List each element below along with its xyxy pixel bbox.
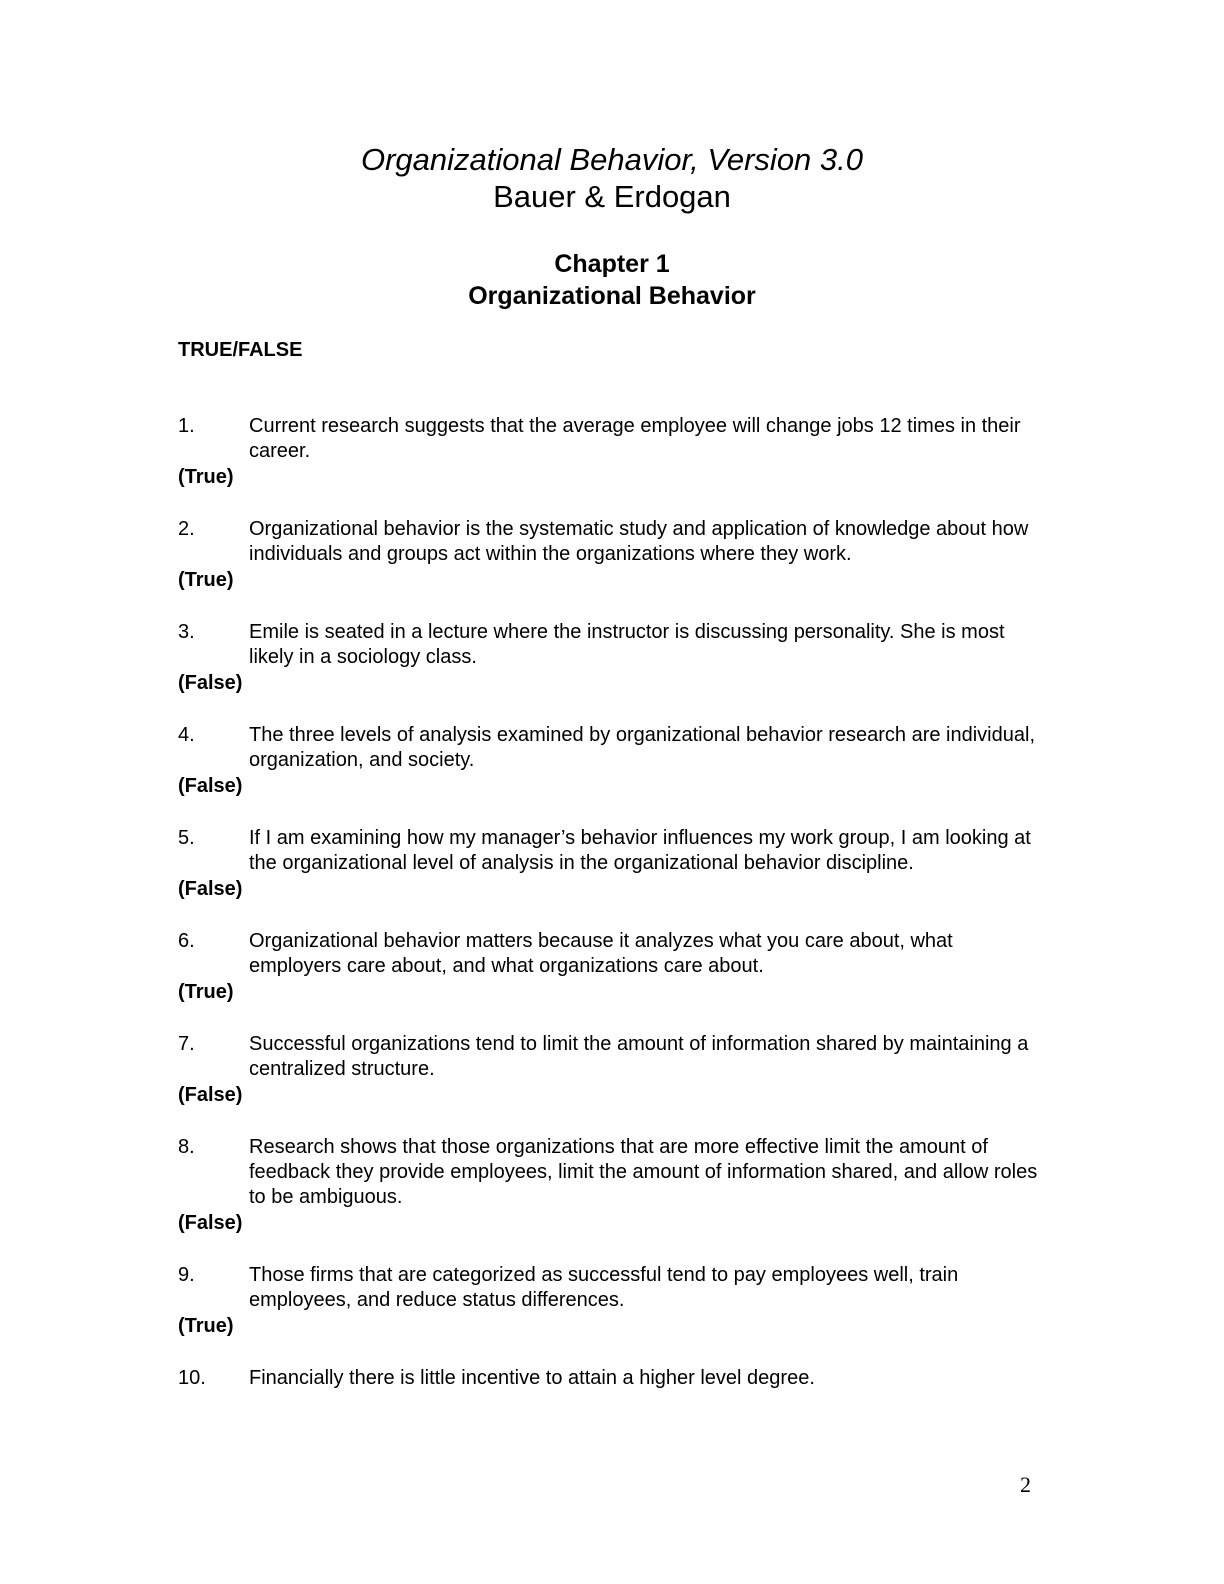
question-text: Successful organizations tend to limit the amount of information shared by maintaining a centralized structure. — [249, 1033, 1029, 1080]
question-number: 7. — [178, 1033, 195, 1055]
question-answer: (False) — [178, 878, 243, 900]
question-text: Research shows that those organizations that are more effective limit the amount of feedback they provide employees, limit the amount of information shared, and allow roles to be ambiguous. — [249, 1136, 1038, 1208]
question-answer: (False) — [178, 1212, 243, 1234]
question-4 — [178, 723, 1048, 799]
question-answer: (False) — [178, 672, 243, 694]
question-1 — [178, 414, 1048, 490]
question-text: The three levels of analysis examined by organizational behavior research are individual, organization, and society. — [249, 724, 1035, 771]
section-heading: TRUE/FALSE — [178, 339, 303, 361]
question-10 — [178, 1366, 1048, 1391]
question-5 — [178, 826, 1048, 902]
question-8 — [178, 1135, 1048, 1236]
question-answer: (True) — [178, 981, 234, 1003]
question-text: Financially there is little incentive to attain a higher level degree. — [249, 1367, 815, 1389]
question-answer: (False) — [178, 1084, 243, 1106]
question-number: 2. — [178, 518, 195, 540]
chapter-number: Chapter 1 — [554, 250, 670, 278]
question-6 — [178, 929, 1048, 1005]
question-number: 8. — [178, 1136, 195, 1158]
question-answer: (False) — [178, 775, 243, 797]
question-number: 9. — [178, 1264, 195, 1286]
question-answer: (True) — [178, 569, 234, 591]
question-text: Organizational behavior matters because it analyzes what you care about, what employers care about, and what organizations care about. — [249, 930, 953, 977]
question-text: Emile is seated in a lecture where the instructor is discussing personality. She is most likely in a sociology class. — [249, 621, 1005, 668]
book-title: Organizational Behavior, Version 3.0 — [360, 142, 864, 177]
question-2 — [178, 517, 1048, 593]
question-text: Current research suggests that the average employee will change jobs 12 times in their career. — [249, 415, 1021, 462]
question-answer: (True) — [178, 1315, 234, 1337]
question-text: If I am examining how my manager’s behavior influences my work group, I am looking at the organizational level of analysis in the organizational behavior discipline. — [249, 827, 1031, 874]
question-number: 5. — [178, 827, 195, 849]
authors: Bauer & Erdogan — [493, 179, 731, 214]
question-list — [178, 414, 1048, 1418]
chapter-title: Organizational Behavior — [468, 282, 756, 310]
question-7 — [178, 1032, 1048, 1108]
question-number: 10. — [178, 1367, 206, 1389]
question-text: Organizational behavior is the systematic study and application of knowledge about how individuals and groups act within the organizations where they work. — [249, 518, 1029, 565]
question-answer: (True) — [178, 466, 234, 488]
question-3 — [178, 620, 1048, 696]
question-number: 6. — [178, 930, 195, 952]
question-9 — [178, 1263, 1048, 1339]
question-number: 4. — [178, 724, 195, 746]
page-number: 2 — [1020, 1472, 1031, 1497]
question-number: 1. — [178, 415, 195, 437]
question-number: 3. — [178, 621, 195, 643]
question-text: Those firms that are categorized as successful tend to pay employees well, train employees, and reduce status differences. — [249, 1264, 959, 1311]
